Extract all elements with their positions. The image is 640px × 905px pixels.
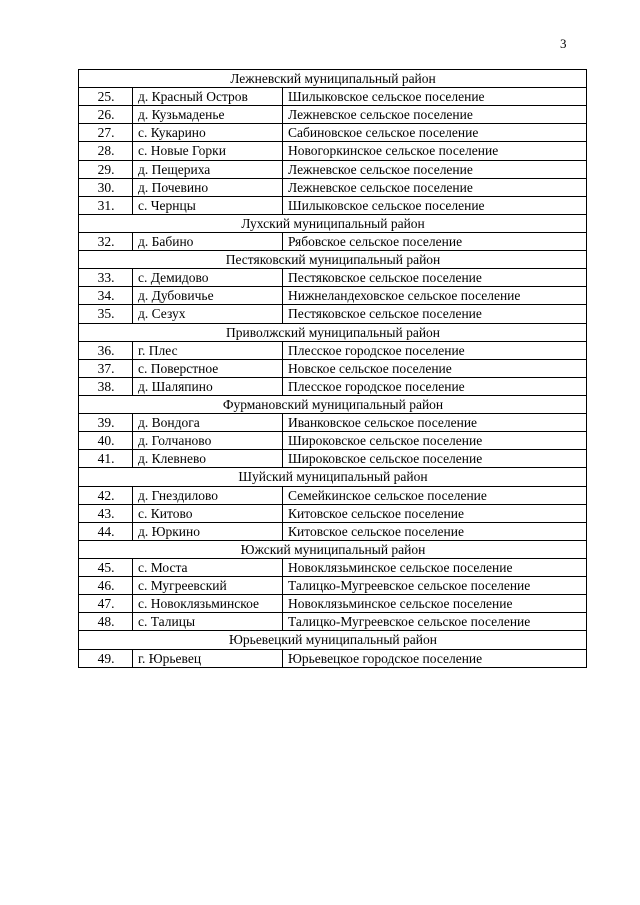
- table-row: [79, 232, 587, 250]
- municipality-name: Талицко-Мугреевское сельское поселение: [283, 577, 587, 595]
- municipality-name: Китовское сельское поселение: [283, 522, 587, 540]
- settlement-name: с. Моста: [133, 558, 283, 576]
- row-number: 27.: [79, 124, 133, 142]
- settlements-table: [78, 69, 587, 668]
- settlement-name: д. Голчаново: [133, 432, 283, 450]
- district-header-row: [79, 468, 587, 486]
- district-header-row: [79, 540, 587, 558]
- settlements-table-body: [79, 70, 587, 668]
- row-number: 39.: [79, 414, 133, 432]
- municipality-name: Юрьевецкое городское поселение: [283, 649, 587, 667]
- row-number: 26.: [79, 106, 133, 124]
- table-row: [79, 287, 587, 305]
- table-row: [79, 450, 587, 468]
- municipality-name: Лежневское сельское поселение: [283, 106, 587, 124]
- row-number: 38.: [79, 377, 133, 395]
- table-row: [79, 305, 587, 323]
- settlement-name: с. Талицы: [133, 613, 283, 631]
- district-header-row: [79, 395, 587, 413]
- row-number: 31.: [79, 196, 133, 214]
- table-row: [79, 341, 587, 359]
- table-row: [79, 558, 587, 576]
- table-row: [79, 160, 587, 178]
- row-number: 46.: [79, 577, 133, 595]
- district-header-row: [79, 323, 587, 341]
- table-row: [79, 504, 587, 522]
- settlement-name: с. Китово: [133, 504, 283, 522]
- row-number: 45.: [79, 558, 133, 576]
- municipality-name: Шилыковское сельское поселение: [283, 196, 587, 214]
- district-header-row: [79, 631, 587, 649]
- row-number: 44.: [79, 522, 133, 540]
- municipality-name: Пестяковское сельское поселение: [283, 269, 587, 287]
- municipality-name: Новоклязьминское сельское поселение: [283, 558, 587, 576]
- table-row: [79, 142, 587, 160]
- table-row: [79, 359, 587, 377]
- municipality-name: Семейкинское сельское поселение: [283, 486, 587, 504]
- row-number: 32.: [79, 232, 133, 250]
- table-row: [79, 432, 587, 450]
- municipality-name: Шилыковское сельское поселение: [283, 88, 587, 106]
- row-number: 28.: [79, 142, 133, 160]
- district-name: Пестяковский муниципальный район: [79, 251, 587, 269]
- settlement-name: с. Демидово: [133, 269, 283, 287]
- row-number: 36.: [79, 341, 133, 359]
- settlement-name: д. Почевино: [133, 178, 283, 196]
- district-header-row: [79, 70, 587, 88]
- district-name: Южский муниципальный район: [79, 540, 587, 558]
- settlement-name: д. Кузьмаденье: [133, 106, 283, 124]
- row-number: 30.: [79, 178, 133, 196]
- table-row: [79, 178, 587, 196]
- table-row: [79, 88, 587, 106]
- table-row: [79, 124, 587, 142]
- municipality-name: Рябовское сельское поселение: [283, 232, 587, 250]
- row-number: 42.: [79, 486, 133, 504]
- table-row: [79, 649, 587, 667]
- settlement-name: д. Дубовичье: [133, 287, 283, 305]
- settlement-name: с. Новоклязьминское: [133, 595, 283, 613]
- municipality-name: Новогоркинское сельское поселение: [283, 142, 587, 160]
- page-number: 3: [560, 36, 567, 51]
- municipality-name: Лежневское сельское поселение: [283, 178, 587, 196]
- district-header-row: [79, 214, 587, 232]
- table-row: [79, 577, 587, 595]
- row-number: 37.: [79, 359, 133, 377]
- row-number: 41.: [79, 450, 133, 468]
- municipality-name: Широковское сельское поселение: [283, 432, 587, 450]
- row-number: 49.: [79, 649, 133, 667]
- municipality-name: Нижнеландеховское сельское поселение: [283, 287, 587, 305]
- district-name: Юрьевецкий муниципальный район: [79, 631, 587, 649]
- municipality-name: Талицко-Мугреевское сельское поселение: [283, 613, 587, 631]
- table-row: [79, 613, 587, 631]
- settlement-name: с. Кукарино: [133, 124, 283, 142]
- table-row: [79, 522, 587, 540]
- row-number: 29.: [79, 160, 133, 178]
- district-name: Приволжский муниципальный район: [79, 323, 587, 341]
- row-number: 47.: [79, 595, 133, 613]
- table-row: [79, 486, 587, 504]
- settlement-name: д. Шаляпино: [133, 377, 283, 395]
- municipality-name: Лежневское сельское поселение: [283, 160, 587, 178]
- row-number: 25.: [79, 88, 133, 106]
- settlement-name: г. Юрьевец: [133, 649, 283, 667]
- settlement-name: д. Пещериха: [133, 160, 283, 178]
- settlement-name: д. Сезух: [133, 305, 283, 323]
- settlement-name: д. Вондога: [133, 414, 283, 432]
- municipality-name: Плесское городское поселение: [283, 341, 587, 359]
- municipality-name: Широковское сельское поселение: [283, 450, 587, 468]
- table-row: [79, 106, 587, 124]
- settlement-name: д. Гнездилово: [133, 486, 283, 504]
- row-number: 33.: [79, 269, 133, 287]
- municipality-name: Пестяковское сельское поселение: [283, 305, 587, 323]
- settlement-name: д. Юркино: [133, 522, 283, 540]
- row-number: 34.: [79, 287, 133, 305]
- district-name: Лежневский муниципальный район: [79, 70, 587, 88]
- row-number: 43.: [79, 504, 133, 522]
- municipality-name: Иванковское сельское поселение: [283, 414, 587, 432]
- settlement-name: д. Бабино: [133, 232, 283, 250]
- settlement-name: г. Плес: [133, 341, 283, 359]
- municipality-name: Новоклязьминское сельское поселение: [283, 595, 587, 613]
- district-name: Лухский муниципальный район: [79, 214, 587, 232]
- settlement-name: д. Клевнево: [133, 450, 283, 468]
- row-number: 40.: [79, 432, 133, 450]
- district-header-row: [79, 251, 587, 269]
- table-row: [79, 377, 587, 395]
- table-row: [79, 414, 587, 432]
- municipality-name: Китовское сельское поселение: [283, 504, 587, 522]
- table-row: [79, 269, 587, 287]
- row-number: 48.: [79, 613, 133, 631]
- row-number: 35.: [79, 305, 133, 323]
- settlement-name: с. Мугреевский: [133, 577, 283, 595]
- district-name: Фурмановский муниципальный район: [79, 395, 587, 413]
- table-row: [79, 196, 587, 214]
- settlement-name: с. Чернцы: [133, 196, 283, 214]
- settlement-name: с. Поверстное: [133, 359, 283, 377]
- municipality-name: Плесское городское поселение: [283, 377, 587, 395]
- settlement-name: с. Новые Горки: [133, 142, 283, 160]
- settlement-name: д. Красный Остров: [133, 88, 283, 106]
- table-row: [79, 595, 587, 613]
- district-name: Шуйский муниципальный район: [79, 468, 587, 486]
- municipality-name: Сабиновское сельское поселение: [283, 124, 587, 142]
- municipality-name: Новское сельское поселение: [283, 359, 587, 377]
